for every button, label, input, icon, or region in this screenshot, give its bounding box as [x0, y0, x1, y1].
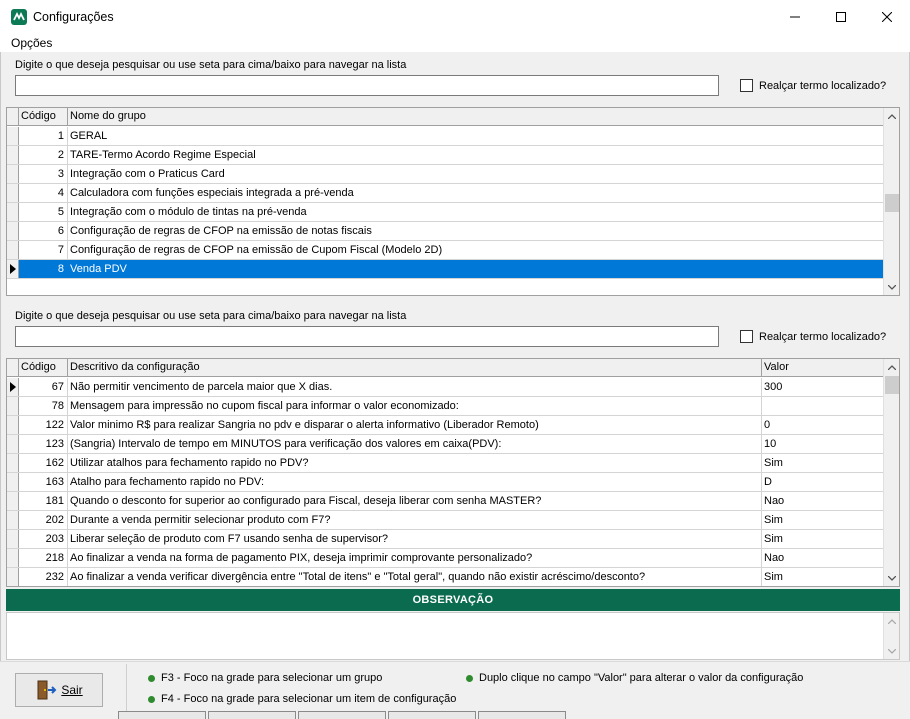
row-indicator	[7, 568, 19, 586]
title-bar	[0, 0, 910, 33]
config-description: Ao finalizar a venda verificar divergência entre "Total de itens" e "Total geral", quando não existir acréscimo/desconto?	[68, 568, 762, 586]
hint-f3-text: F3 - Foco na grade para selecionar um grupo	[161, 672, 383, 684]
group-highlight-checkbox[interactable]	[740, 79, 753, 92]
table-row[interactable]	[7, 435, 884, 454]
hint-f4-text: F4 - Foco na grade para selecionar um item de configuração	[161, 693, 457, 705]
group-code: 7	[19, 241, 68, 259]
table-row[interactable]	[7, 568, 884, 587]
config-highlight-checkbox[interactable]	[740, 330, 753, 343]
table-row[interactable]	[7, 416, 884, 435]
config-description: Quando o desconto for superior ao configurado para Fiscal, deseja liberar com senha MASTER?	[68, 492, 762, 510]
row-indicator	[7, 454, 19, 472]
group-highlight-option[interactable]	[740, 79, 886, 92]
table-row[interactable]	[7, 454, 884, 473]
exit-label: Sair	[61, 683, 83, 697]
row-indicator	[7, 549, 19, 567]
scroll-down-icon[interactable]	[884, 643, 900, 659]
config-value[interactable]: Sim	[762, 511, 884, 529]
row-indicator	[7, 435, 19, 453]
scroll-up-icon[interactable]	[884, 359, 900, 375]
col-header-code[interactable]: Código	[19, 108, 68, 125]
menu-options[interactable]: Opções	[11, 36, 53, 50]
config-grid-header	[7, 359, 884, 377]
config-grid-scrollbar[interactable]	[883, 359, 899, 586]
config-value[interactable]	[762, 397, 884, 415]
config-description: Atalho para fechamento rapido no PDV:	[68, 473, 762, 491]
config-description: Liberar seleção de produto com F7 usando senha de supervisor?	[68, 530, 762, 548]
group-grid[interactable]	[6, 107, 900, 296]
config-value[interactable]: 300	[762, 378, 884, 396]
config-code: 181	[19, 492, 68, 510]
table-row[interactable]	[7, 146, 884, 165]
footer-divider	[126, 664, 127, 716]
bullet-icon	[148, 675, 155, 682]
window-title: Configurações	[33, 9, 114, 24]
exit-door-icon	[35, 679, 57, 701]
group-name: TARE-Termo Acordo Regime Especial	[68, 146, 884, 164]
group-code: 8	[19, 260, 68, 278]
group-code: 3	[19, 165, 68, 183]
observation-text-area[interactable]	[6, 612, 900, 660]
row-indicator	[7, 397, 19, 415]
row-indicator	[7, 416, 19, 434]
config-value[interactable]: Nao	[762, 492, 884, 510]
scroll-down-icon[interactable]	[884, 279, 900, 295]
table-row[interactable]	[7, 378, 884, 397]
maximize-button[interactable]	[818, 0, 864, 33]
table-row[interactable]	[7, 127, 884, 146]
config-description: Utilizar atalhos para fechamento rapido no PDV?	[68, 454, 762, 472]
group-code: 5	[19, 203, 68, 221]
config-code: 202	[19, 511, 68, 529]
table-row[interactable]	[7, 222, 884, 241]
group-grid-header	[7, 108, 884, 126]
group-code: 1	[19, 127, 68, 145]
group-search-input[interactable]	[15, 75, 719, 96]
table-row[interactable]	[7, 184, 884, 203]
group-code: 4	[19, 184, 68, 202]
group-name: Configuração de regras de CFOP na emissão de notas fiscais	[68, 222, 884, 240]
table-row[interactable]	[7, 165, 884, 184]
observation-scrollbar[interactable]	[883, 613, 899, 659]
group-code: 2	[19, 146, 68, 164]
close-icon	[882, 12, 892, 22]
minimize-button[interactable]	[772, 0, 818, 33]
menu-bar	[0, 33, 910, 52]
scroll-thumb[interactable]	[885, 376, 899, 394]
group-highlight-label: Realçar termo localizado?	[759, 79, 887, 92]
config-code: 122	[19, 416, 68, 434]
scroll-down-icon[interactable]	[884, 570, 900, 586]
hint-f3	[148, 672, 382, 684]
col-header-group-name[interactable]: Nome do grupo	[68, 108, 884, 125]
scroll-thumb[interactable]	[885, 194, 899, 212]
config-value[interactable]: Sim	[762, 530, 884, 548]
bullet-icon	[148, 696, 155, 703]
config-code: 123	[19, 435, 68, 453]
group-name: GERAL	[68, 127, 884, 145]
row-pointer-icon	[7, 378, 19, 396]
group-name: Calculadora com funções especiais integrada a pré-venda	[68, 184, 884, 202]
close-button[interactable]	[864, 0, 910, 33]
group-name: Venda PDV	[68, 260, 884, 278]
row-pointer-icon	[7, 260, 19, 278]
observation-header: OBSERVAÇÃO	[6, 589, 900, 611]
config-code: 78	[19, 397, 68, 415]
config-search-input[interactable]	[15, 326, 719, 347]
group-search-label: Digite o que deseja pesquisar ou use seta para cima/baixo para navegar na lista	[15, 59, 407, 71]
group-code: 6	[19, 222, 68, 240]
hidden-tab-strip	[118, 711, 568, 719]
config-code: 163	[19, 473, 68, 491]
config-code: 232	[19, 568, 68, 586]
config-value[interactable]: Sim	[762, 568, 884, 586]
scroll-up-icon[interactable]	[884, 613, 900, 629]
group-name: Integração com o módulo de tintas na pré-venda	[68, 203, 884, 221]
hint-double-click-text: Duplo clique no campo "Valor" para alterar o valor da configuração	[479, 672, 804, 684]
row-indicator	[7, 530, 19, 548]
config-value[interactable]: Nao	[762, 549, 884, 567]
hint-double-click	[466, 672, 803, 684]
col-header-code[interactable]: Código	[19, 359, 68, 376]
config-description: (Sangria) Intervalo de tempo em MINUTOS para verificação dos valores em caixa(PDV):	[68, 435, 762, 453]
table-row[interactable]	[7, 530, 884, 549]
table-row[interactable]	[7, 492, 884, 511]
config-highlight-option[interactable]	[740, 330, 886, 343]
config-value[interactable]: D	[762, 473, 884, 491]
row-indicator	[7, 511, 19, 529]
config-value[interactable]: 10	[762, 435, 884, 453]
table-row[interactable]	[7, 549, 884, 568]
group-name: Integração com o Praticus Card	[68, 165, 884, 183]
config-description: Durante a venda permitir selecionar produto com F7?	[68, 511, 762, 529]
config-code: 203	[19, 530, 68, 548]
table-row[interactable]	[7, 473, 884, 492]
config-description: Mensagem para impressão no cupom fiscal para informar o valor economizado:	[68, 397, 762, 415]
config-code: 67	[19, 378, 68, 396]
app-logo-icon	[11, 9, 27, 25]
minimize-icon	[790, 12, 800, 22]
config-code: 218	[19, 549, 68, 567]
col-header-value[interactable]: Valor	[762, 359, 884, 376]
table-row[interactable]	[7, 203, 884, 222]
config-value[interactable]: 0	[762, 416, 884, 434]
maximize-icon	[836, 12, 846, 22]
config-description: Não permitir vencimento de parcela maior que X dias.	[68, 378, 762, 396]
col-header-description[interactable]: Descritivo da configuração	[68, 359, 762, 376]
config-grid[interactable]	[6, 358, 900, 587]
table-row-selected[interactable]	[7, 260, 884, 279]
group-name: Configuração de regras de CFOP na emissão de Cupom Fiscal (Modelo 2D)	[68, 241, 884, 259]
group-grid-scrollbar[interactable]	[883, 108, 899, 295]
table-row[interactable]	[7, 241, 884, 260]
hint-f4	[148, 693, 456, 705]
bullet-icon	[466, 675, 473, 682]
config-highlight-label: Realçar termo localizado?	[759, 330, 887, 343]
scroll-up-icon[interactable]	[884, 108, 900, 124]
config-search-label: Digite o que deseja pesquisar ou use seta para cima/baixo para navegar na lista	[15, 310, 407, 322]
table-row[interactable]	[7, 511, 884, 530]
config-description: Valor minimo R$ para realizar Sangria no pdv e disparar o alerta informativo (Liberador Remoto)	[68, 416, 762, 434]
config-code: 162	[19, 454, 68, 472]
row-indicator	[7, 473, 19, 491]
exit-button[interactable]	[15, 673, 103, 707]
config-value[interactable]: Sim	[762, 454, 884, 472]
config-description: Ao finalizar a venda na forma de pagamento PIX, deseja imprimir comprovante personalizado?	[68, 549, 762, 567]
table-row[interactable]	[7, 397, 884, 416]
row-indicator	[7, 492, 19, 510]
